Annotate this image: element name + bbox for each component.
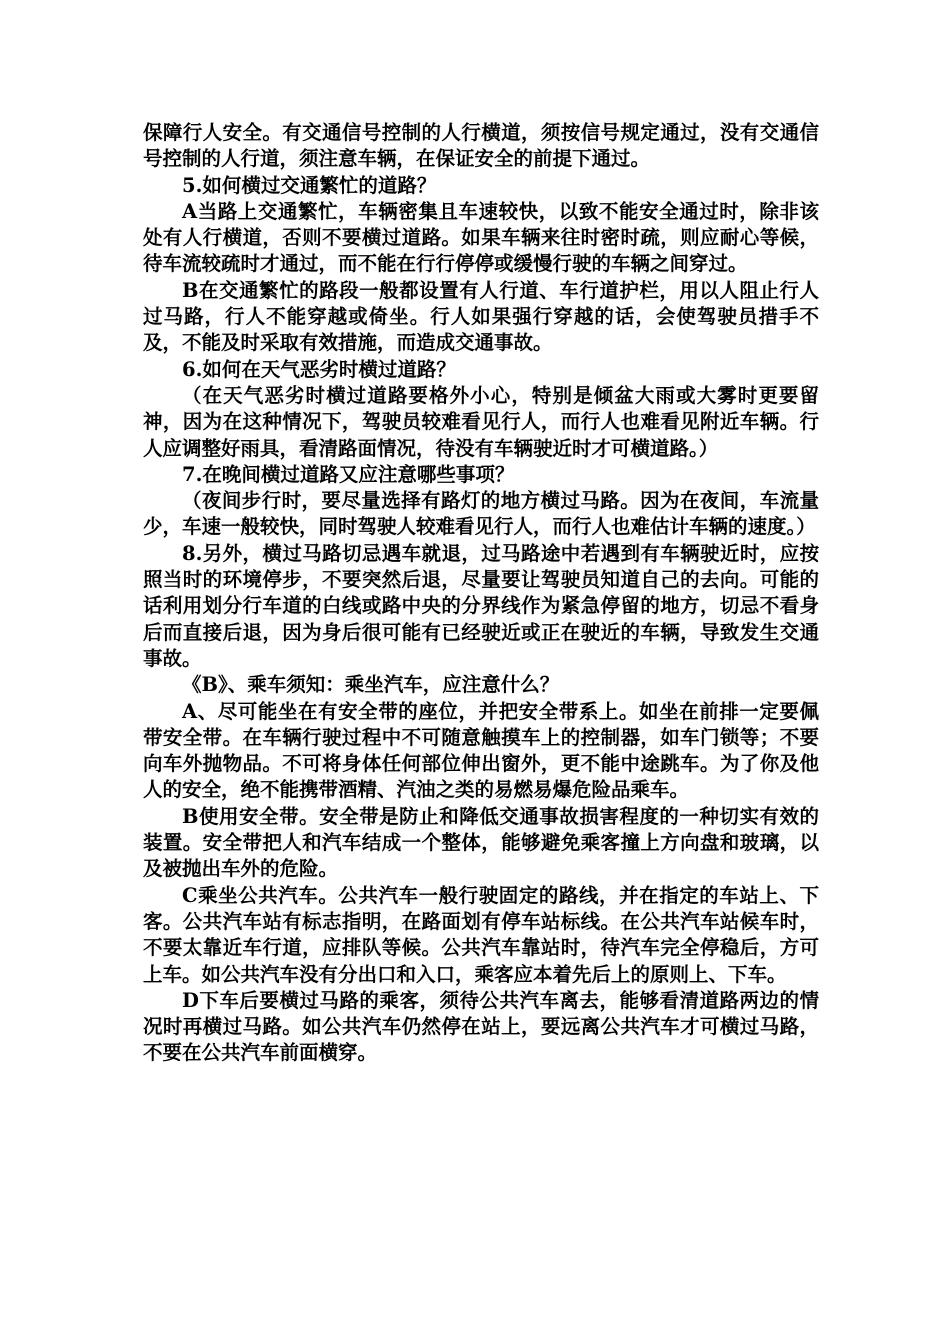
paragraph: 保障行人安全。有交通信号控制的人行横道，须按信号规定通过，没有交通信号控制的人行道，须注意车辆，在保证安全的前提下通过。: [143, 121, 819, 171]
paragraph: 《B》、乘车须知：乘坐汽车，应注意什么？: [182, 673, 560, 697]
paragraph: 7.在晚间横过道路又应注意哪些事项？: [182, 462, 515, 486]
paragraph: B使用安全带。安全带是防止和降低交通事故损害程度的一种切实有效的装置。安全带把人和汽车结成一个整体，能够避免乘客撞上方向盘和玻璃，以及被抛出车外的危险。: [143, 804, 819, 881]
paragraph: （在天气恶劣时横过道路要格外小心，特别是倾盆大雨或大雾时更要留神，因为在这种情况下，驾驶员较难看见行人，而行人也难看见附近车辆。行人应调整好雨具，看清路面情况，待没有车辆驶近时才可横道路。）: [143, 383, 819, 460]
paragraph: 6.如何在天气恶劣时横过道路？: [182, 357, 456, 381]
paragraph: A当路上交通繁忙，车辆密集且车速较快，以致不能安全通过时，除非该处有人行横道，否则不要横过道路。如果车辆来往时密时疏，则应耐心等候，待车流较疏时才通过，而不能在行行停停或缓慢行驶的车辆之间穿过。: [143, 199, 819, 276]
paragraph: 8.另外，横过马路切忌遇车就退，过马路途中若遇到有车辆驶近时，应按照当时的环境停步，不要突然后退，尽量要让驾驶员知道自己的去向。可能的话利用划分行车道的白线或路中央的分界线作为紧急停留的地方，切忌不看身后而直接后退，因为身后很可能有已经驶近或正在驶近的车辆，导致发生交通事故。: [143, 541, 819, 670]
document-body: [143, 120, 819, 1067]
paragraph: C乘坐公共汽车。公共汽车一般行驶固定的路线，并在指定的车站上、下客。公共汽车站有标志指明，在路面划有停车站标线。在公共汽车站候车时，不要太靠近车行道，应排队等候。公共汽车靠站时，待汽车完全停稳后，方可上车。如公共汽车没有分出口和入口，乘客应本着先后上的原则上、下车。: [143, 883, 819, 986]
paragraph: B在交通繁忙的路段一般都设置有人行道、车行道护栏，用以人阻止行人过马路，行人不能穿越或倚坐。行人如果强行穿越的话，会使驾驶员措手不及，不能及时采取有效措施，而造成交通事故。: [143, 278, 819, 355]
paragraph: A、尽可能坐在有安全带的座位，并把安全带系上。如坐在前排一定要佩带安全带。在车辆行驶过程中不可随意触摸车上的控制器，如车门锁等；不要向车外抛物品。不可将身体任何部位伸出窗外，更不能中途跳车。为了你及他人的安全，绝不能携带酒精、汽油之类的易燃易爆危险品乘车。: [143, 699, 819, 802]
paragraph: （夜间步行时，要尽量选择有路灯的地方横过马路。因为在夜间，车流量少，车速一般较快，同时驾驶人较难看见行人，而行人也难估计车辆的速度。）: [143, 489, 819, 539]
paragraph: D下车后要横过马路的乘客，须待公共汽车离去，能够看清道路两边的情况时再横过马路。如公共汽车仍然停在站上，要远离公共汽车才可横过马路，不要在公共汽车前面横穿。: [143, 988, 819, 1065]
paragraph: 5.如何横过交通繁忙的道路？: [182, 173, 437, 197]
